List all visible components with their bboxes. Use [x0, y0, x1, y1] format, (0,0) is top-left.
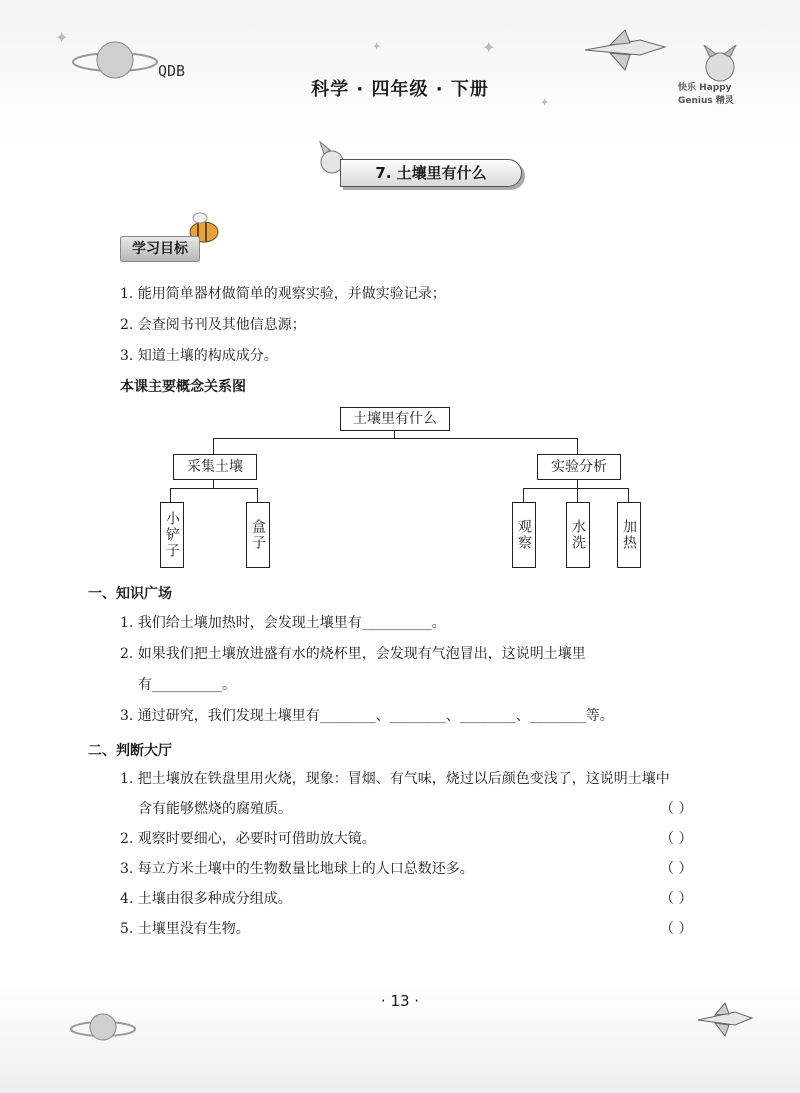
answer-parentheses[interactable]: （ ） [660, 921, 693, 937]
concept-experiment: 实验分析 [537, 454, 621, 480]
objective-item: 2. 会查阅书刊及其他信息源； [120, 317, 306, 333]
connector-line [170, 488, 171, 502]
concept-root: 土壤里有什么 [340, 407, 450, 431]
judgement-item: 含有能够燃烧的腐殖质。 [138, 801, 292, 817]
page-number: · 13 · [380, 992, 420, 1010]
brand-logo: QDB [158, 62, 186, 80]
connector-line [213, 438, 577, 439]
question-item: 3. 通过研究，我们发现土壤里有________、________、________、________等。 [120, 708, 614, 724]
answer-parentheses[interactable]: （ ） [660, 891, 693, 907]
connector-line [213, 438, 214, 454]
concept-box: 盒子 [246, 502, 270, 568]
answer-parentheses[interactable]: （ ） [660, 801, 693, 817]
connector-line [628, 488, 629, 502]
objectives-badge: 学习目标 [120, 236, 200, 262]
concept-observe: 观察 [512, 502, 536, 568]
objective-item: 3. 知道土壤的构成成分。 [120, 348, 278, 364]
star-icon: ✦ [540, 96, 550, 109]
concept-map-heading: 本课主要概念关系图 [120, 379, 246, 395]
question-item: 1. 我们给土壤加热时，会发现土壤里有__________。 [120, 615, 446, 631]
judgement-item: 4. 土壤由很多种成分组成。 [120, 891, 292, 907]
concept-wash: 水洗 [566, 502, 590, 568]
concept-heat: 加热 [617, 502, 641, 568]
connector-line [523, 488, 524, 502]
star-icon: ✦ [482, 38, 496, 57]
book-title: 科学 · 四年级 · 下册 [311, 79, 489, 100]
space-shuttle-icon [580, 25, 670, 75]
lesson-title: 7. 土壤里有什么 [340, 159, 522, 187]
star-icon: ✦ [55, 28, 69, 47]
judgement-item: 1. 把土壤放在铁盘里用火烧，现象：冒烟、有气味，烧过以后颜色变浅了，这说明土壤中 [120, 771, 670, 787]
question-item: 有__________。 [138, 677, 236, 693]
space-shuttle-icon [695, 1000, 755, 1040]
judgement-item: 5. 土壤里没有生物。 [120, 921, 250, 937]
star-icon: ✦ [372, 40, 382, 53]
section-knowledge-title: 一、知识广场 [88, 586, 172, 602]
concept-shovel: 小铲子 [160, 502, 184, 568]
question-item: 2. 如果我们把土壤放进盛有水的烧杯里，会发现有气泡冒出，这说明土壤里 [120, 646, 586, 662]
objective-item: 1. 能用简单器材做简单的观察实验，并做实验记录； [120, 286, 446, 302]
section-judgement-title: 二、判断大厅 [88, 743, 172, 759]
judgement-item: 2. 观察时要细心，必要时可借助放大镜。 [120, 831, 376, 847]
judgement-item: 3. 每立方米土壤中的生物数量比地球上的人口总数还多。 [120, 861, 474, 877]
answer-parentheses[interactable]: （ ） [660, 831, 693, 847]
connector-line [170, 488, 257, 489]
concept-collect-soil: 采集土壤 [173, 454, 257, 480]
planet-icon [68, 1005, 138, 1050]
mascot-label: 快乐 Happy Genius 精灵 [678, 83, 734, 106]
connector-line [257, 488, 258, 502]
connector-line [577, 488, 578, 502]
connector-line [577, 438, 578, 454]
answer-parentheses[interactable]: （ ） [660, 861, 693, 877]
connector-line [523, 488, 628, 489]
